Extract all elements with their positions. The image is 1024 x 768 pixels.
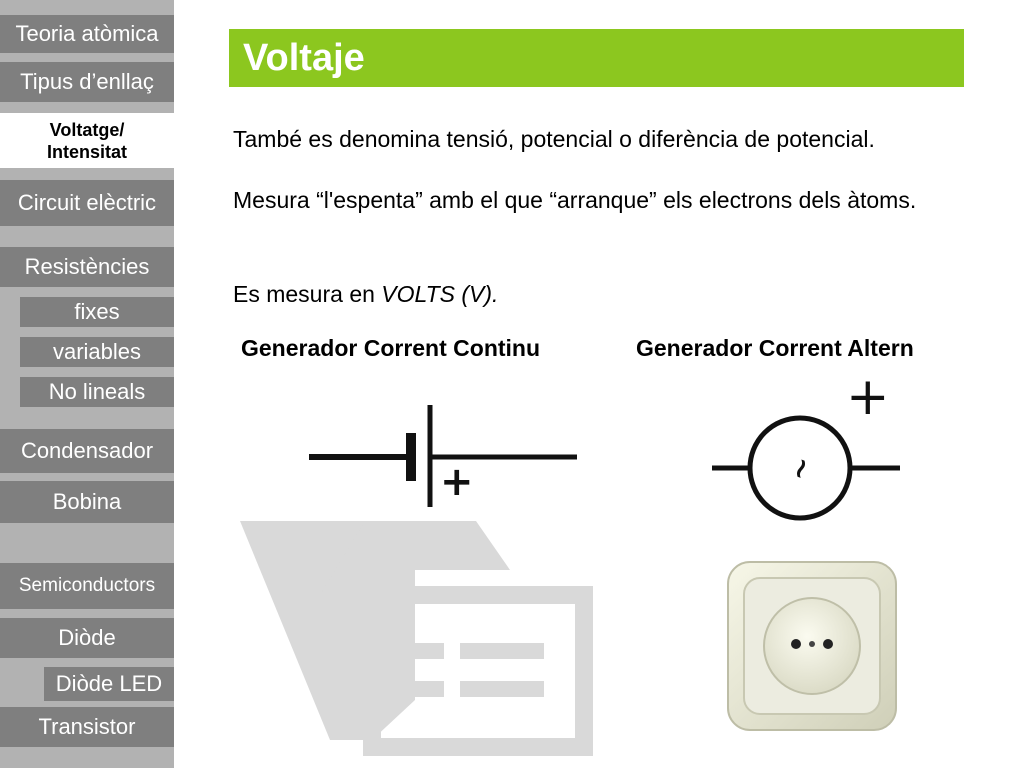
dc-plus-sign: + xyxy=(440,459,474,505)
sidebar-nav xyxy=(0,0,174,768)
ac-generator-symbol xyxy=(712,368,902,528)
dc-generator-heading: Generador Corrent Continu xyxy=(241,335,541,361)
nav-item-transistor[interactable]: Transistor xyxy=(0,707,174,747)
explanation-paragraph: Mesura “l'espenta” amb el que “arranque” els electrons dels àtoms. xyxy=(233,187,917,213)
nav-item-resistencies[interactable]: Resistències xyxy=(0,247,174,287)
title-bar xyxy=(229,29,964,87)
nav-item-tipus-enllac[interactable]: Tipus d’enllaç xyxy=(0,62,174,102)
description-paragraph: També es denomina tensió, potencial o diferència de potencial. xyxy=(233,126,875,152)
nav-item-variables[interactable]: variables xyxy=(20,337,174,367)
wall-socket-image xyxy=(726,560,898,732)
unit-emphasis: VOLTS (V). xyxy=(381,281,499,307)
nav-item-semiconductors[interactable]: Semiconductors xyxy=(0,563,174,609)
nav-item-condensador[interactable]: Condensador xyxy=(0,429,174,473)
dc-battery-symbol xyxy=(287,395,587,520)
nav-item-label-line1: Voltatge/ xyxy=(49,119,125,140)
nav-item-fixes[interactable]: fixes xyxy=(20,297,174,327)
nav-item-circuit-electric[interactable]: Circuit elèctric xyxy=(0,180,174,226)
nav-item-label-line2: Intensitat xyxy=(46,141,127,162)
nav-item-teoria-atomica[interactable]: Teoria atòmica xyxy=(0,15,174,53)
nav-item-diode-led[interactable]: Diòde LED xyxy=(44,667,174,701)
nav-item-diode[interactable]: Diòde xyxy=(0,618,174,658)
unit-paragraph xyxy=(233,279,933,310)
unit-prefix: Es mesura en xyxy=(233,281,382,307)
page-title: Voltaje xyxy=(243,37,365,79)
nav-item-voltatge-intensitat[interactable] xyxy=(0,113,174,168)
ac-wave-symbol: ~ xyxy=(780,451,820,486)
ac-generator-heading: Generador Corrent Altern xyxy=(636,335,914,361)
nav-item-no-lineals[interactable]: No lineals xyxy=(20,377,174,407)
document-watermark-icon xyxy=(240,515,600,765)
ac-plus-sign: + xyxy=(846,368,890,427)
nav-item-bobina[interactable]: Bobina xyxy=(0,481,174,523)
